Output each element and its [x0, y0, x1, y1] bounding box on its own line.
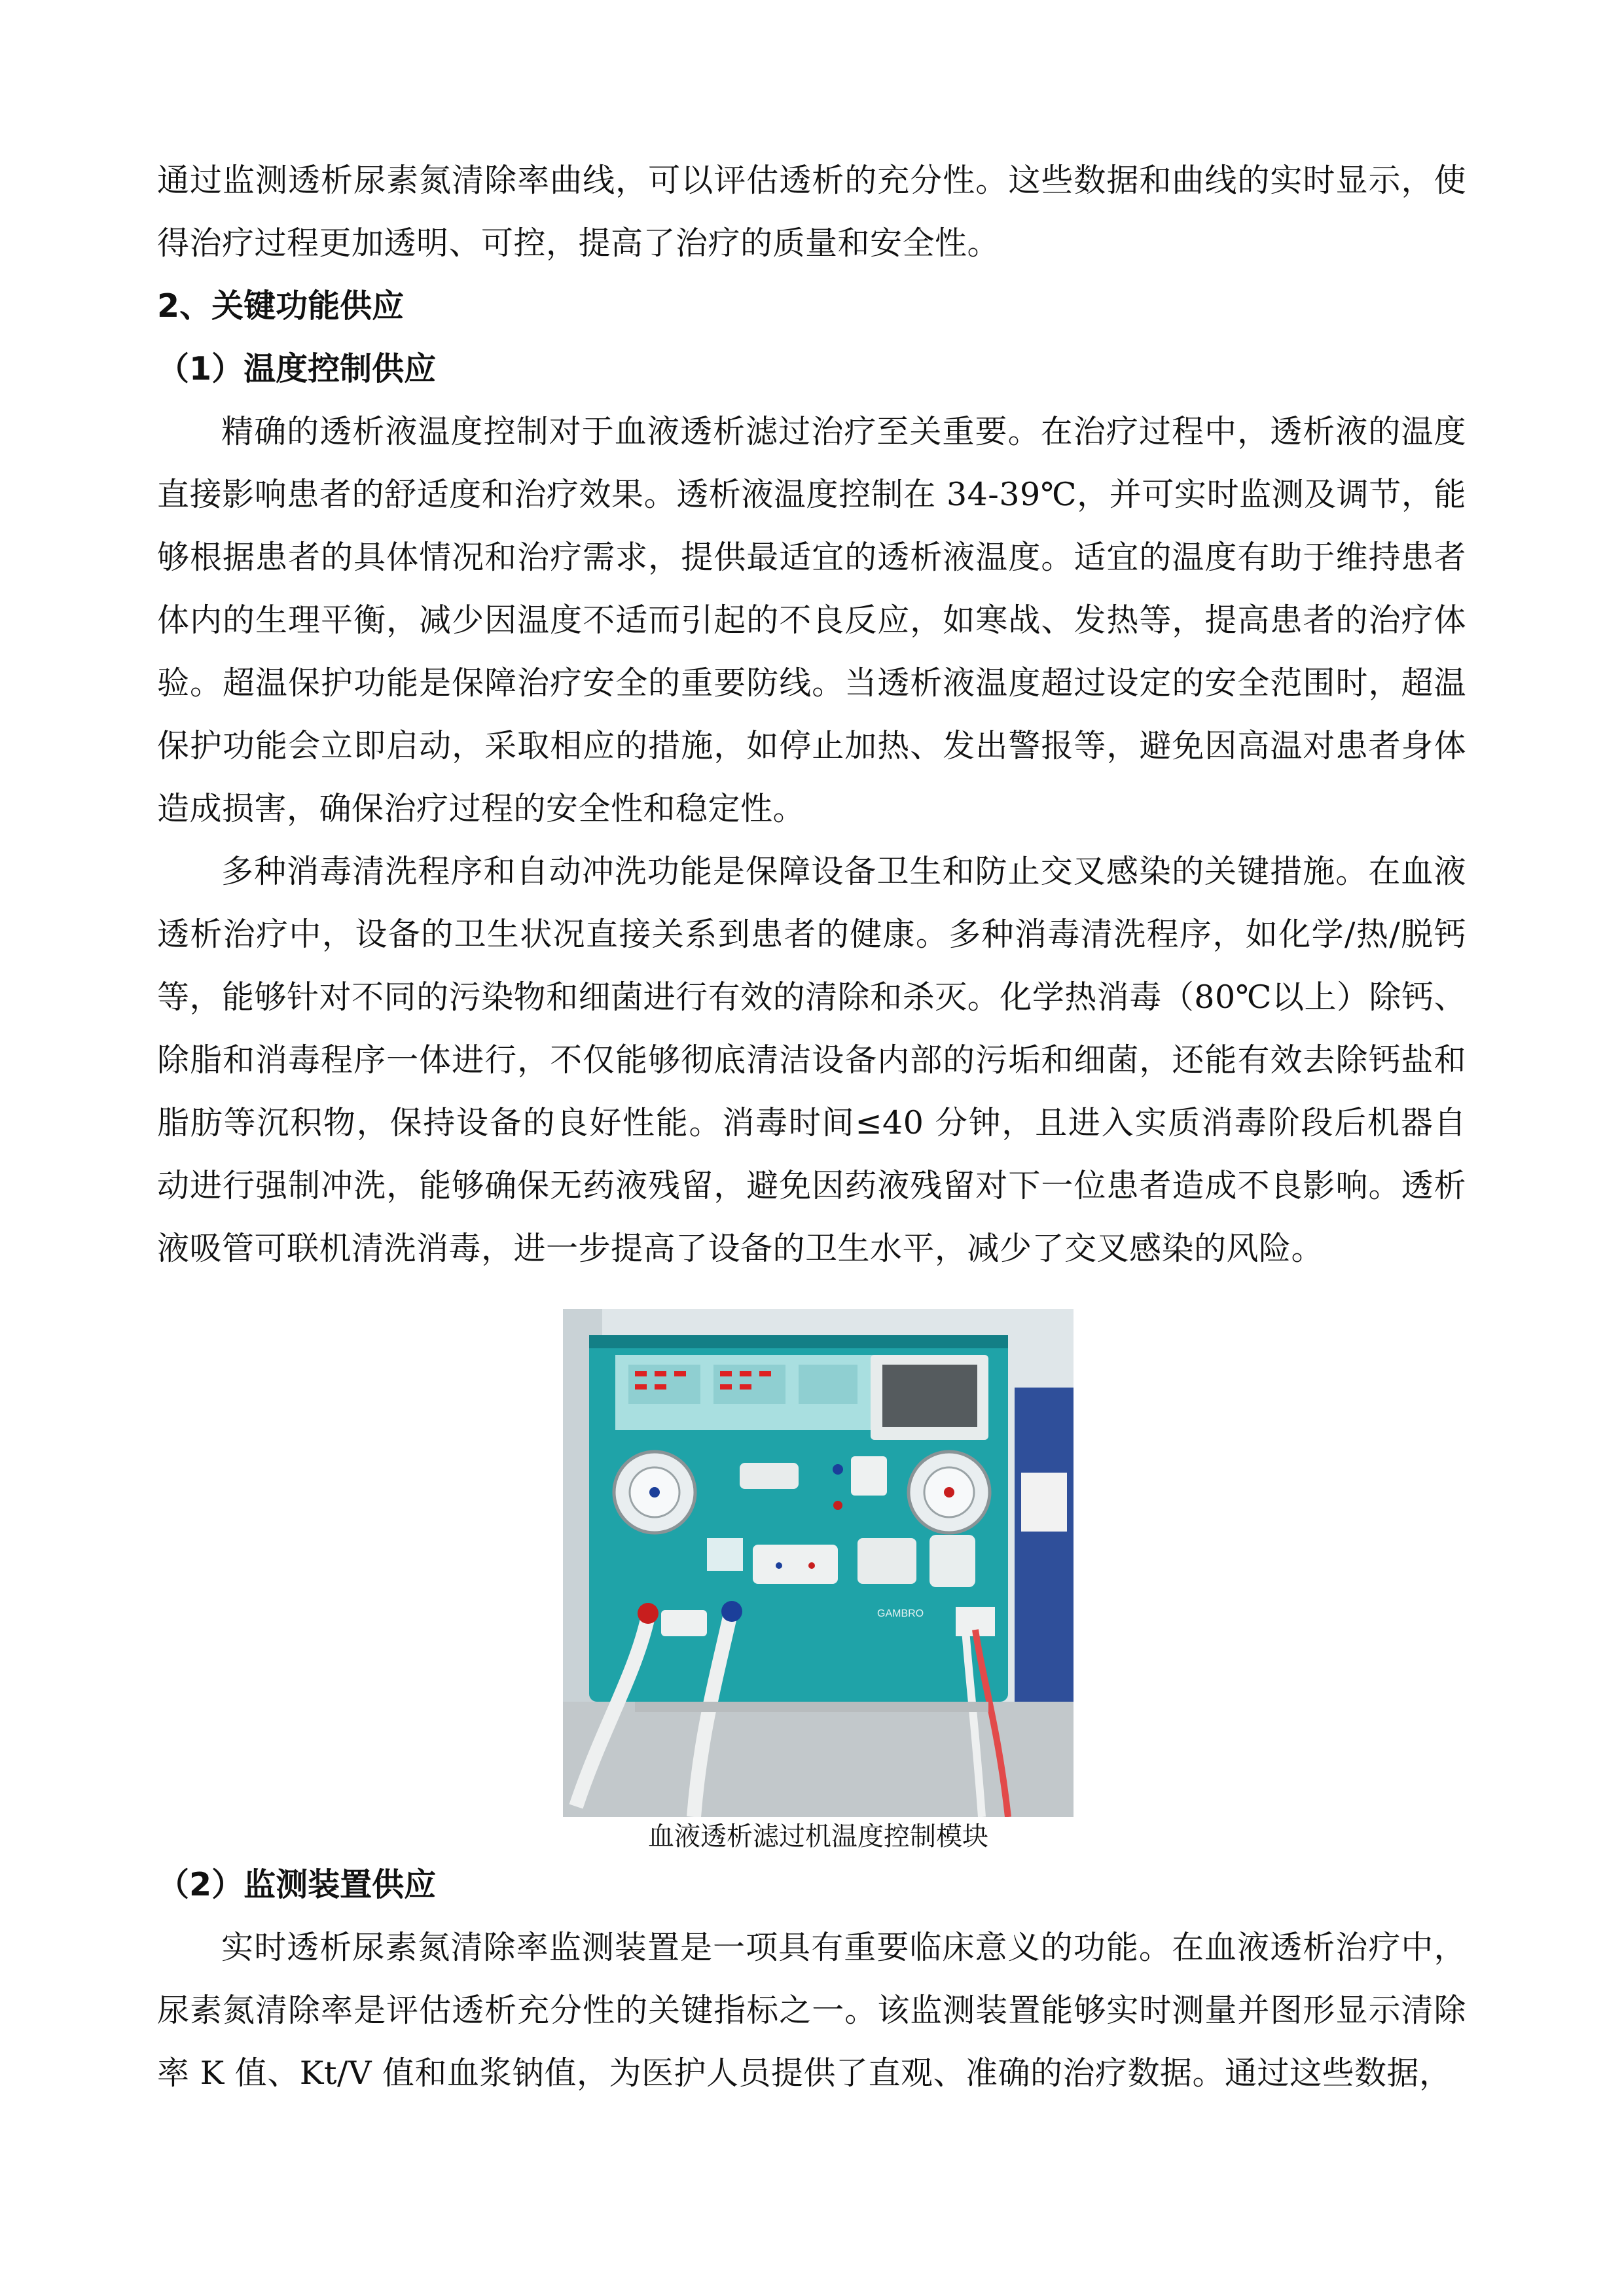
subsection-heading-temperature: （1）温度控制供应: [157, 350, 437, 387]
temperature-paragraph: 精确的透析液温度控制对于血液透析滤过治疗至关重要。在治疗过程中，透析液的温度直接影响患者的舒适度和治疗效果。透析液温度控制在 34-39℃，并可实时监测及调节，能够根据患者的具体情况和治疗需求，提供最适宜的透析液温度。适宜的温度有助于维持患者体内的生理平衡，减少因温度不适而引起的不良反应，如寒战、发热等，提高患者的治疗体验。超温保护功能是保障治疗安全的重要防线。当透析液温度超过设定的安全范围时，超温保护功能会立即启动，采取相应的措施，如停止加热、发出警报等，避免因高温对患者身体造成损害，确保治疗过程的安全性和稳定性。: [157, 413, 1466, 827]
monitoring-paragraph: 实时透析尿素氮清除率监测装置是一项具有重要临床意义的功能。在血液透析治疗中，尿素氮清除率是评估透析充分性的关键指标之一。该监测装置能够实时测量并图形显示清除率 K 值、Kt/V 值和血浆钠值，为医护人员提供了直观、准确的治疗数据。通过这些数据，: [157, 1929, 1466, 2092]
intro-paragraph: 通过监测透析尿素氮清除率曲线，可以评估透析的充分性。这些数据和曲线的实时显示，使得治疗过程更加透明、可控，提高了治疗的质量和安全性。: [157, 162, 1466, 262]
dialysis-machine-photo: [563, 1309, 1074, 1817]
figure-caption: 血液透析滤过机温度控制模块: [648, 1821, 988, 1852]
machine-brand-label: GAMBRO: [877, 1608, 924, 1619]
dialysis-machine-illustration: [563, 1309, 1074, 1817]
disinfection-paragraph: 多种消毒清洗程序和自动冲洗功能是保障设备卫生和防止交叉感染的关键措施。在血液透析治疗中，设备的卫生状况直接关系到患者的健康。多种消毒清洗程序，如化学/热/脱钙等，能够针对不同的污染物和细菌进行有效的清除和杀灭。化学热消毒（80℃以上）除钙、除脂和消毒程序一体进行，不仅能够彻底清洁设备内部的污垢和细菌，还能有效去除钙盐和脂肪等沉积物，保持设备的良好性能。消毒时间≤40 分钟，且进入实质消毒阶段后机器自动进行强制冲洗，能够确保无药液残留，避免因药液残留对下一位患者造成不良影响。透析液吸管可联机清洗消毒，进一步提高了设备的卫生水平，减少了交叉感染的风险。: [157, 853, 1466, 1267]
subsection-heading-monitoring: （2）监测装置供应: [157, 1866, 437, 1903]
section-heading-key-functions: 2、关键功能供应: [157, 287, 405, 325]
